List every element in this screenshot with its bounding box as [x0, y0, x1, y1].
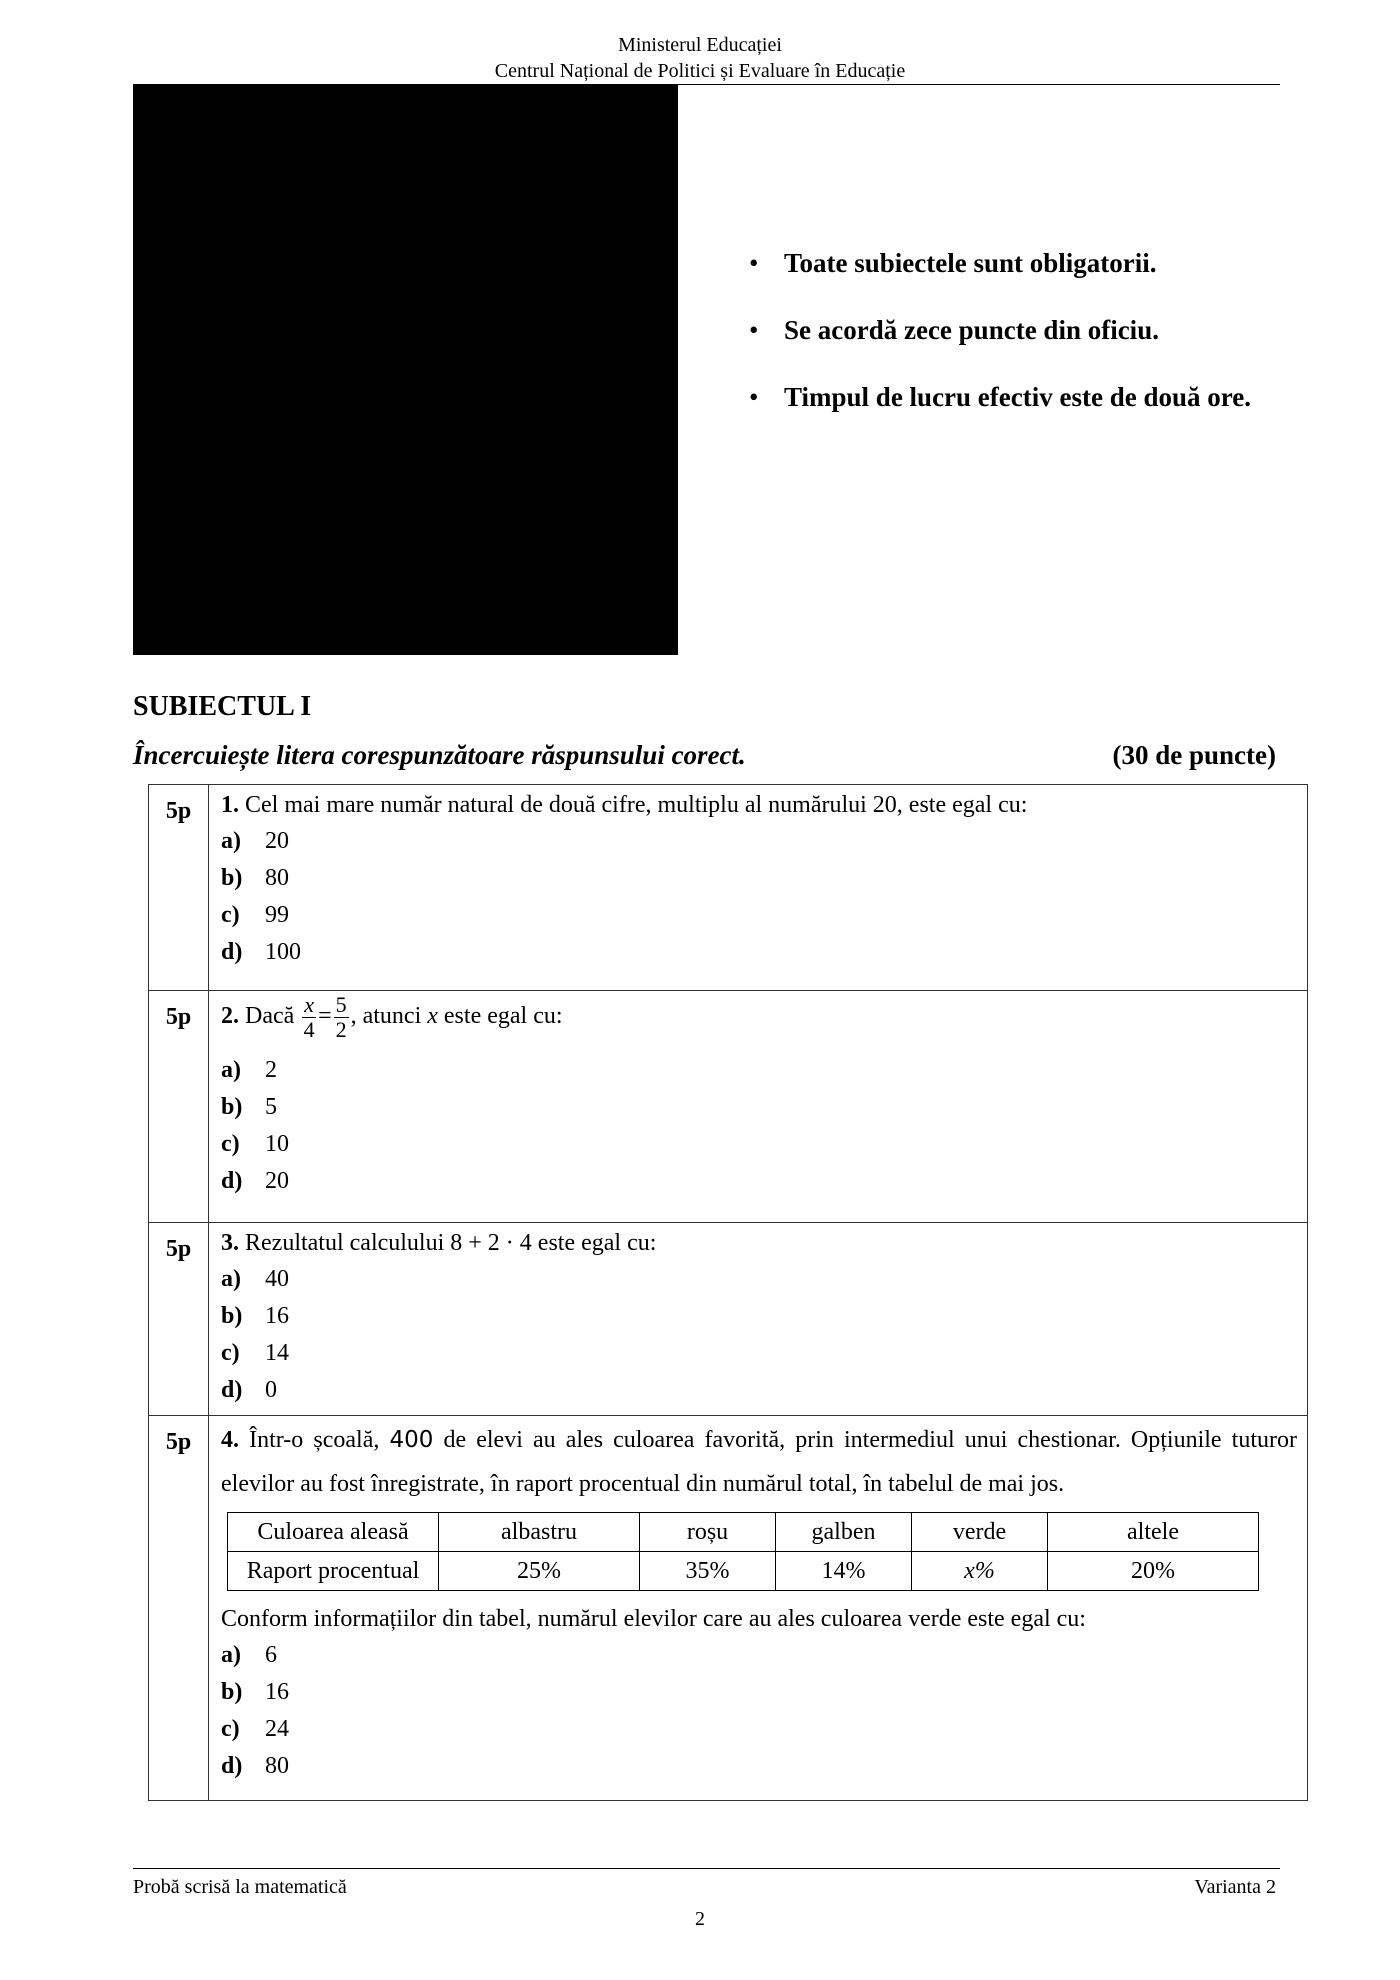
table-cell: verde [912, 1513, 1048, 1552]
answer-option[interactable]: a) 40 [221, 1266, 289, 1292]
answer-option[interactable]: d) 0 [221, 1377, 277, 1403]
footer-exam-name: Probă scrisă la matematică [133, 1876, 347, 1898]
question-row [149, 991, 1308, 1223]
answer-option[interactable]: a) 2 [221, 1057, 277, 1083]
footer-variant: Varianta 2 [1194, 1876, 1276, 1898]
question-row [149, 1416, 1308, 1801]
footer-divider [133, 1868, 1280, 1869]
question-content [209, 1416, 1308, 1801]
answer-option[interactable]: a) 6 [221, 1642, 277, 1668]
question-score: 5p [149, 1416, 209, 1801]
table-row [228, 1552, 1259, 1591]
question-followup: Conform informațiilor din tabel, numărul elevilor care au ales culoarea verde este egal cu: [221, 1606, 1086, 1632]
table-cell: 35% [640, 1552, 776, 1591]
answer-option[interactable]: c) 14 [221, 1340, 289, 1366]
redacted-block [133, 85, 678, 655]
answer-option[interactable]: d) 20 [221, 1168, 289, 1194]
question-text: 1. Cel mai mare număr natural de două cifre, multiplu al numărului 20, este egal cu: [221, 792, 1028, 818]
exam-rules-list [745, 246, 1251, 447]
question-score: 5p [149, 785, 209, 991]
table-row [228, 1513, 1259, 1552]
table-cell: roșu [640, 1513, 776, 1552]
table-cell: altele [1048, 1513, 1259, 1552]
math-value: 20 [872, 792, 897, 818]
subject-title: SUBIECTUL I [133, 691, 312, 722]
rule-item: • Se acordă zece puncte din oficiu. [745, 313, 1251, 347]
answer-option[interactable]: b) 5 [221, 1094, 277, 1120]
question-text: 2. Dacă $\frac{x}{4}$ = $\frac{5}{2}$ , atunci x este egal cu: [221, 992, 563, 1042]
answer-option[interactable]: d) 100 [221, 939, 301, 965]
answer-option[interactable]: d) 80 [221, 1753, 289, 1779]
question-number: 2. [221, 1003, 239, 1030]
table-cell: 25% [439, 1552, 640, 1591]
question-content [209, 991, 1308, 1223]
page-number: 2 [695, 1908, 705, 1930]
answer-option[interactable]: c) 10 [221, 1131, 289, 1157]
question-content [209, 1223, 1308, 1416]
subject-points: (30 de puncte) [1112, 740, 1276, 770]
rule-item: • Toate subiectele sunt obligatorii. [745, 246, 1251, 280]
table-cell: 14% [776, 1552, 912, 1591]
questions-table [148, 784, 1308, 1801]
question-content [209, 785, 1308, 991]
percentage-table [227, 1512, 1259, 1591]
table-cell: x% [912, 1552, 1048, 1591]
question-row [149, 1223, 1308, 1416]
question-number: 3. [221, 1230, 239, 1256]
ministry-name: Ministerul Educației [618, 34, 782, 56]
answer-option[interactable]: a) 20 [221, 828, 289, 854]
question-number: 1. [221, 792, 239, 818]
question-score: 5p [149, 1223, 209, 1416]
question-row [149, 785, 1308, 991]
table-cell: 20% [1048, 1552, 1259, 1591]
subject-instruction: Încercuiește litera corespunzătoare răspunsului corect. [133, 740, 746, 770]
table-cell: Culoarea aleasă [228, 1513, 439, 1552]
fraction-left: $\frac{x}{4}$ [303, 992, 315, 1042]
answer-option[interactable]: b) 16 [221, 1303, 289, 1329]
student-count: 400 [389, 1427, 434, 1453]
answer-option[interactable]: b) 80 [221, 865, 289, 891]
math-expression: 8 + 2 · 4 [450, 1230, 532, 1256]
center-name: Centrul Național de Politici și Evaluare în Educație [494, 60, 906, 82]
fraction-right: $\frac{5}{2}$ [335, 992, 347, 1042]
answer-option[interactable]: b) 16 [221, 1679, 289, 1705]
page-header [0, 32, 1400, 84]
question-text: 3. Rezultatul calculului 8 + 2 · 4 este egal cu: [221, 1230, 657, 1256]
math-variable: x [427, 1003, 438, 1030]
rule-item: • Timpul de lucru efectiv este de două ore. [745, 380, 1251, 414]
answer-option[interactable]: c) 24 [221, 1716, 289, 1742]
question-text: 4. Într-o școală, 400 de elevi au ales culoarea favorită, prin intermediul unui chestionar. Opțiunile tuturor elevilor au fost înregistrate, în raport procentual din numărul total, în tabelul de mai jos. [221, 1427, 1297, 1497]
table-cell: galben [776, 1513, 912, 1552]
table-cell: albastru [439, 1513, 640, 1552]
answer-option[interactable]: c) 99 [221, 902, 289, 928]
table-cell: Raport procentual [228, 1552, 439, 1591]
question-score: 5p [149, 991, 209, 1223]
question-number: 4. [221, 1427, 239, 1453]
